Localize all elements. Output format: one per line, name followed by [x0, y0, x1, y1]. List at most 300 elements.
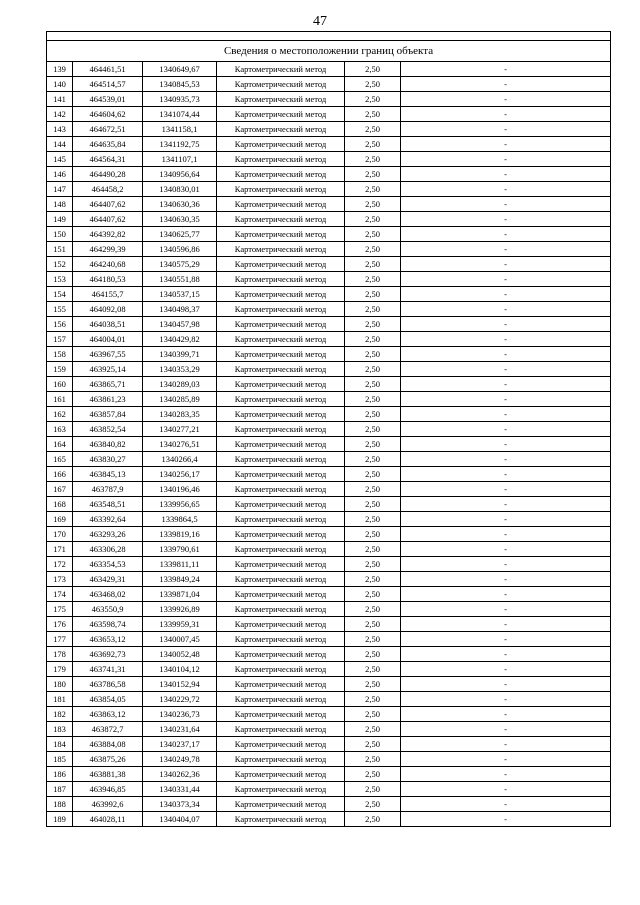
accuracy-cell: 2,50 [345, 497, 401, 512]
table-row [47, 542, 611, 557]
point-number-cell: 159 [47, 362, 73, 377]
y-coordinate-cell: 1339871,04 [143, 587, 217, 602]
x-coordinate-cell: 464180,53 [73, 272, 143, 287]
y-coordinate-cell: 1340266,4 [143, 452, 217, 467]
point-number-cell: 187 [47, 782, 73, 797]
table-row [47, 332, 611, 347]
y-coordinate-cell: 1340404,07 [143, 812, 217, 827]
accuracy-cell: 2,50 [345, 287, 401, 302]
x-coordinate-cell: 463392,64 [73, 512, 143, 527]
x-coordinate-cell: 463857,84 [73, 407, 143, 422]
method-cell: Картометрический метод [217, 632, 345, 647]
method-cell: Картометрический метод [217, 242, 345, 257]
point-number-cell: 174 [47, 587, 73, 602]
accuracy-cell: 2,50 [345, 272, 401, 287]
point-number-cell: 161 [47, 392, 73, 407]
point-number-cell: 147 [47, 182, 73, 197]
method-cell: Картометрический метод [217, 212, 345, 227]
table-row [47, 647, 611, 662]
accuracy-cell: 2,50 [345, 542, 401, 557]
method-cell: Картометрический метод [217, 752, 345, 767]
table-row [47, 497, 611, 512]
point-number-cell: 177 [47, 632, 73, 647]
method-cell: Картометрический метод [217, 677, 345, 692]
y-coordinate-cell: 1340457,98 [143, 317, 217, 332]
method-cell: Картометрический метод [217, 257, 345, 272]
method-cell: Картометрический метод [217, 662, 345, 677]
method-cell: Картометрический метод [217, 362, 345, 377]
accuracy-cell: 2,50 [345, 482, 401, 497]
point-number-cell: 152 [47, 257, 73, 272]
table-row [47, 377, 611, 392]
method-cell: Картометрический метод [217, 227, 345, 242]
y-coordinate-cell: 1340196,46 [143, 482, 217, 497]
y-coordinate-cell: 1340575,29 [143, 257, 217, 272]
x-coordinate-cell: 464038,51 [73, 317, 143, 332]
table-row [47, 452, 611, 467]
point-number-cell: 183 [47, 722, 73, 737]
point-number-cell: 169 [47, 512, 73, 527]
accuracy-cell: 2,50 [345, 107, 401, 122]
point-number-cell: 170 [47, 527, 73, 542]
description-cell: - [401, 437, 611, 452]
x-coordinate-cell: 463946,85 [73, 782, 143, 797]
description-cell: - [401, 722, 611, 737]
description-cell: - [401, 422, 611, 437]
y-coordinate-cell: 1340830,01 [143, 182, 217, 197]
description-cell: - [401, 332, 611, 347]
method-cell: Картометрический метод [217, 77, 345, 92]
description-cell: - [401, 317, 611, 332]
description-cell: - [401, 527, 611, 542]
point-number-cell: 180 [47, 677, 73, 692]
x-coordinate-cell: 463550,9 [73, 602, 143, 617]
table-row [47, 587, 611, 602]
x-coordinate-cell: 463598,74 [73, 617, 143, 632]
table-row [47, 572, 611, 587]
method-cell: Картометрический метод [217, 272, 345, 287]
x-coordinate-cell: 464028,11 [73, 812, 143, 827]
x-coordinate-cell: 464461,51 [73, 62, 143, 77]
description-cell: - [401, 692, 611, 707]
y-coordinate-cell: 1339811,11 [143, 557, 217, 572]
accuracy-cell: 2,50 [345, 677, 401, 692]
point-number-cell: 184 [47, 737, 73, 752]
table-row [47, 662, 611, 677]
table-row [47, 602, 611, 617]
description-cell: - [401, 392, 611, 407]
y-coordinate-cell: 1340373,34 [143, 797, 217, 812]
y-coordinate-cell: 1339819,16 [143, 527, 217, 542]
y-coordinate-cell: 1339864,5 [143, 512, 217, 527]
y-coordinate-cell: 1340649,67 [143, 62, 217, 77]
table-row [47, 62, 611, 77]
method-cell: Картометрический метод [217, 422, 345, 437]
y-coordinate-cell: 1340537,15 [143, 287, 217, 302]
y-coordinate-cell: 1340285,89 [143, 392, 217, 407]
description-cell: - [401, 557, 611, 572]
x-coordinate-cell: 463354,53 [73, 557, 143, 572]
table-row [47, 212, 611, 227]
point-number-cell: 178 [47, 647, 73, 662]
x-coordinate-cell: 464004,01 [73, 332, 143, 347]
table-row [47, 317, 611, 332]
table-row [47, 692, 611, 707]
x-coordinate-cell: 464458,2 [73, 182, 143, 197]
description-cell: - [401, 212, 611, 227]
table-row [47, 632, 611, 647]
accuracy-cell: 2,50 [345, 77, 401, 92]
y-coordinate-cell: 1340262,36 [143, 767, 217, 782]
description-cell: - [401, 302, 611, 317]
x-coordinate-cell: 463845,13 [73, 467, 143, 482]
table-row [47, 482, 611, 497]
description-cell: - [401, 62, 611, 77]
y-coordinate-cell: 1340429,82 [143, 332, 217, 347]
method-cell: Картометрический метод [217, 407, 345, 422]
accuracy-cell: 2,50 [345, 467, 401, 482]
x-coordinate-cell: 463865,71 [73, 377, 143, 392]
y-coordinate-cell: 1341074,44 [143, 107, 217, 122]
x-coordinate-cell: 464490,28 [73, 167, 143, 182]
x-coordinate-cell: 463429,31 [73, 572, 143, 587]
description-cell: - [401, 407, 611, 422]
x-coordinate-cell: 463852,54 [73, 422, 143, 437]
table-row [47, 362, 611, 377]
description-cell: - [401, 812, 611, 827]
point-number-cell: 158 [47, 347, 73, 362]
y-coordinate-cell: 1340845,53 [143, 77, 217, 92]
method-cell: Картометрический метод [217, 467, 345, 482]
x-coordinate-cell: 463786,58 [73, 677, 143, 692]
point-number-cell: 153 [47, 272, 73, 287]
x-coordinate-cell: 464407,62 [73, 212, 143, 227]
x-coordinate-cell: 463854,05 [73, 692, 143, 707]
point-number-cell: 164 [47, 437, 73, 452]
method-cell: Картометрический метод [217, 602, 345, 617]
point-number-cell: 140 [47, 77, 73, 92]
accuracy-cell: 2,50 [345, 437, 401, 452]
table-row [47, 617, 611, 632]
point-number-cell: 189 [47, 812, 73, 827]
description-cell: - [401, 77, 611, 92]
y-coordinate-cell: 1340052,48 [143, 647, 217, 662]
accuracy-cell: 2,50 [345, 257, 401, 272]
x-coordinate-cell: 463741,31 [73, 662, 143, 677]
description-cell: - [401, 752, 611, 767]
method-cell: Картометрический метод [217, 497, 345, 512]
y-coordinate-cell: 1340237,17 [143, 737, 217, 752]
method-cell: Картометрический метод [217, 542, 345, 557]
method-cell: Картометрический метод [217, 137, 345, 152]
y-coordinate-cell: 1340551,88 [143, 272, 217, 287]
header-blank-row [47, 32, 611, 41]
accuracy-cell: 2,50 [345, 767, 401, 782]
table-row [47, 677, 611, 692]
x-coordinate-cell: 463884,08 [73, 737, 143, 752]
description-cell: - [401, 767, 611, 782]
method-cell: Картометрический метод [217, 167, 345, 182]
point-number-cell: 156 [47, 317, 73, 332]
description-cell: - [401, 737, 611, 752]
method-cell: Картометрический метод [217, 62, 345, 77]
x-coordinate-cell: 463787,9 [73, 482, 143, 497]
accuracy-cell: 2,50 [345, 92, 401, 107]
description-cell: - [401, 107, 611, 122]
accuracy-cell: 2,50 [345, 347, 401, 362]
table-row [47, 302, 611, 317]
y-coordinate-cell: 1340283,35 [143, 407, 217, 422]
point-number-cell: 141 [47, 92, 73, 107]
table-row [47, 152, 611, 167]
method-cell: Картометрический метод [217, 647, 345, 662]
x-coordinate-cell: 464604,62 [73, 107, 143, 122]
x-coordinate-cell: 463692,73 [73, 647, 143, 662]
accuracy-cell: 2,50 [345, 692, 401, 707]
point-number-cell: 171 [47, 542, 73, 557]
x-coordinate-cell: 464539,01 [73, 92, 143, 107]
x-coordinate-cell: 464564,31 [73, 152, 143, 167]
method-cell: Картометрический метод [217, 797, 345, 812]
y-coordinate-cell: 1340229,72 [143, 692, 217, 707]
description-cell: - [401, 707, 611, 722]
point-number-cell: 148 [47, 197, 73, 212]
method-cell: Картометрический метод [217, 92, 345, 107]
accuracy-cell: 2,50 [345, 137, 401, 152]
table-row [47, 737, 611, 752]
table-row [47, 167, 611, 182]
point-number-cell: 143 [47, 122, 73, 137]
table-row [47, 92, 611, 107]
point-number-cell: 154 [47, 287, 73, 302]
point-number-cell: 149 [47, 212, 73, 227]
description-cell: - [401, 152, 611, 167]
y-coordinate-cell: 1340249,78 [143, 752, 217, 767]
table-row [47, 122, 611, 137]
method-cell: Картометрический метод [217, 557, 345, 572]
accuracy-cell: 2,50 [345, 407, 401, 422]
x-coordinate-cell: 464514,57 [73, 77, 143, 92]
description-cell: - [401, 227, 611, 242]
accuracy-cell: 2,50 [345, 512, 401, 527]
point-number-cell: 172 [47, 557, 73, 572]
table-row [47, 347, 611, 362]
description-cell: - [401, 797, 611, 812]
y-coordinate-cell: 1340152,94 [143, 677, 217, 692]
method-cell: Картометрический метод [217, 782, 345, 797]
x-coordinate-cell: 463468,02 [73, 587, 143, 602]
point-number-cell: 155 [47, 302, 73, 317]
point-number-cell: 144 [47, 137, 73, 152]
description-cell: - [401, 287, 611, 302]
accuracy-cell: 2,50 [345, 392, 401, 407]
table-row [47, 557, 611, 572]
point-number-cell: 168 [47, 497, 73, 512]
table-title: Сведения о местоположении границ объекта [47, 41, 611, 62]
x-coordinate-cell: 463992,6 [73, 797, 143, 812]
header-title-row [47, 41, 611, 62]
point-number-cell: 162 [47, 407, 73, 422]
description-cell: - [401, 452, 611, 467]
x-coordinate-cell: 463925,14 [73, 362, 143, 377]
method-cell: Картометрический метод [217, 152, 345, 167]
page-number: 47 [313, 14, 327, 29]
point-number-cell: 175 [47, 602, 73, 617]
x-coordinate-cell: 463840,82 [73, 437, 143, 452]
table-row [47, 437, 611, 452]
description-cell: - [401, 647, 611, 662]
description-cell: - [401, 347, 611, 362]
y-coordinate-cell: 1340630,35 [143, 212, 217, 227]
y-coordinate-cell: 1340104,12 [143, 662, 217, 677]
x-coordinate-cell: 464240,68 [73, 257, 143, 272]
description-cell: - [401, 632, 611, 647]
method-cell: Картометрический метод [217, 722, 345, 737]
y-coordinate-cell: 1340277,21 [143, 422, 217, 437]
method-cell: Картометрический метод [217, 737, 345, 752]
table-row [47, 182, 611, 197]
x-coordinate-cell: 463861,23 [73, 392, 143, 407]
y-coordinate-cell: 1340625,77 [143, 227, 217, 242]
method-cell: Картометрический метод [217, 587, 345, 602]
description-cell: - [401, 122, 611, 137]
description-cell: - [401, 602, 611, 617]
accuracy-cell: 2,50 [345, 152, 401, 167]
accuracy-cell: 2,50 [345, 647, 401, 662]
accuracy-cell: 2,50 [345, 62, 401, 77]
y-coordinate-cell: 1340231,64 [143, 722, 217, 737]
x-coordinate-cell: 463653,12 [73, 632, 143, 647]
point-number-cell: 181 [47, 692, 73, 707]
description-cell: - [401, 482, 611, 497]
point-number-cell: 166 [47, 467, 73, 482]
table-row [47, 407, 611, 422]
y-coordinate-cell: 1339790,61 [143, 542, 217, 557]
y-coordinate-cell: 1340276,51 [143, 437, 217, 452]
table-row [47, 422, 611, 437]
description-cell: - [401, 362, 611, 377]
table-row [47, 707, 611, 722]
y-coordinate-cell: 1340935,73 [143, 92, 217, 107]
description-cell: - [401, 197, 611, 212]
accuracy-cell: 2,50 [345, 362, 401, 377]
table-row [47, 197, 611, 212]
description-cell: - [401, 467, 611, 482]
x-coordinate-cell: 463967,55 [73, 347, 143, 362]
point-number-cell: 173 [47, 572, 73, 587]
method-cell: Картометрический метод [217, 317, 345, 332]
accuracy-cell: 2,50 [345, 737, 401, 752]
x-coordinate-cell: 464635,84 [73, 137, 143, 152]
point-number-cell: 160 [47, 377, 73, 392]
point-number-cell: 145 [47, 152, 73, 167]
method-cell: Картометрический метод [217, 572, 345, 587]
y-coordinate-cell: 1339926,89 [143, 602, 217, 617]
method-cell: Картометрический метод [217, 437, 345, 452]
point-number-cell: 139 [47, 62, 73, 77]
y-coordinate-cell: 1340956,64 [143, 167, 217, 182]
table-row [47, 767, 611, 782]
point-number-cell: 163 [47, 422, 73, 437]
y-coordinate-cell: 1340331,44 [143, 782, 217, 797]
table-row [47, 392, 611, 407]
x-coordinate-cell: 464092,08 [73, 302, 143, 317]
accuracy-cell: 2,50 [345, 422, 401, 437]
method-cell: Картометрический метод [217, 392, 345, 407]
description-cell: - [401, 572, 611, 587]
method-cell: Картометрический метод [217, 347, 345, 362]
method-cell: Картометрический метод [217, 512, 345, 527]
accuracy-cell: 2,50 [345, 212, 401, 227]
table-row [47, 242, 611, 257]
x-coordinate-cell: 463306,28 [73, 542, 143, 557]
table-row [47, 107, 611, 122]
y-coordinate-cell: 1340498,37 [143, 302, 217, 317]
description-cell: - [401, 587, 611, 602]
accuracy-cell: 2,50 [345, 332, 401, 347]
description-cell: - [401, 782, 611, 797]
accuracy-cell: 2,50 [345, 812, 401, 827]
point-number-cell: 188 [47, 797, 73, 812]
method-cell: Картометрический метод [217, 332, 345, 347]
method-cell: Картометрический метод [217, 617, 345, 632]
y-coordinate-cell: 1340353,29 [143, 362, 217, 377]
y-coordinate-cell: 1341158,1 [143, 122, 217, 137]
table-row [47, 512, 611, 527]
accuracy-cell: 2,50 [345, 227, 401, 242]
y-coordinate-cell: 1340289,03 [143, 377, 217, 392]
y-coordinate-cell: 1340596,86 [143, 242, 217, 257]
description-cell: - [401, 182, 611, 197]
x-coordinate-cell: 464392,82 [73, 227, 143, 242]
table-row [47, 752, 611, 767]
table-row [47, 722, 611, 737]
table-row [47, 467, 611, 482]
method-cell: Картометрический метод [217, 692, 345, 707]
x-coordinate-cell: 463863,12 [73, 707, 143, 722]
description-cell: - [401, 542, 611, 557]
description-cell: - [401, 272, 611, 287]
y-coordinate-cell: 1341107,1 [143, 152, 217, 167]
table-row [47, 77, 611, 92]
x-coordinate-cell: 463830,27 [73, 452, 143, 467]
y-coordinate-cell: 1340399,71 [143, 347, 217, 362]
point-number-cell: 151 [47, 242, 73, 257]
x-coordinate-cell: 463548,51 [73, 497, 143, 512]
method-cell: Картометрический метод [217, 107, 345, 122]
y-coordinate-cell: 1339849,24 [143, 572, 217, 587]
accuracy-cell: 2,50 [345, 557, 401, 572]
description-cell: - [401, 377, 611, 392]
x-coordinate-cell: 464299,39 [73, 242, 143, 257]
table-row [47, 797, 611, 812]
accuracy-cell: 2,50 [345, 242, 401, 257]
point-number-cell: 150 [47, 227, 73, 242]
accuracy-cell: 2,50 [345, 302, 401, 317]
method-cell: Картометрический метод [217, 287, 345, 302]
method-cell: Картометрический метод [217, 707, 345, 722]
accuracy-cell: 2,50 [345, 587, 401, 602]
description-cell: - [401, 497, 611, 512]
method-cell: Картометрический метод [217, 767, 345, 782]
table-row [47, 137, 611, 152]
description-cell: - [401, 257, 611, 272]
point-number-cell: 186 [47, 767, 73, 782]
accuracy-cell: 2,50 [345, 572, 401, 587]
accuracy-cell: 2,50 [345, 197, 401, 212]
accuracy-cell: 2,50 [345, 662, 401, 677]
point-number-cell: 146 [47, 167, 73, 182]
